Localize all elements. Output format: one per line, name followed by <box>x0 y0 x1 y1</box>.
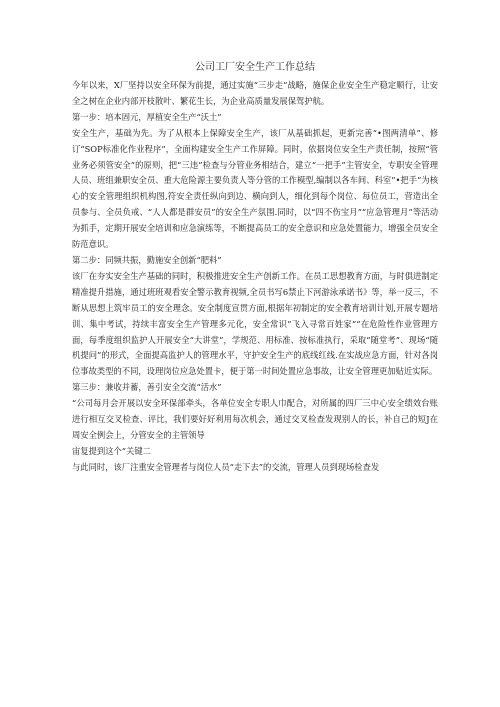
continuation-line: 宙复提到这个“关键二 <box>72 445 151 456</box>
intro-paragraph: 今年以来，X厂坚持以安全环保为前提，通过实施“三步走”战略，施保企业安全生产稳定顺行，让安全之树在企业内部开枝散叶、繁花生长，为企业高质量发展保驾护航。 <box>72 80 438 106</box>
step-two-paragraph: 该厂在夯实安全生产基础的同时，积极推进安全生产创新工作。在员工思想教育方面，与时俱进制定精准提升措施，通过班班观看安全警示教育视频,全员书写6禁止下河游泳承诺书》等，举一反三，不断从思想上筑牢员工的安全理念。安全制度宣贯方面,根据年初制定的安全教育培训计划,开展专题培训、集中考试，持续丰富安全生产管理多元化，安全常识”飞入寻常百姓家”“在危险性作业管理方面，每季度组织监护人开展安全“大讲堂”，学规范、用标准、按标准执行，采取“随堂考”、现场“随机提问”的形式，全面提高监护人的管理水平，守护安全生产的底线红线.在实战应急方面，针对各岗位事故类型的不同，设理岗位应急处置卡，便于第一时间处置应急事故，让安全管理更加贴近实际。 <box>72 270 438 377</box>
document-page <box>72 60 438 700</box>
step-one-heading: 第一步：培本固元，厚植安全生产“沃土” <box>72 111 222 122</box>
step-three-paragraph: “公司每月会开展以安全环保部牵头，各单位安全专职人巾配合，对所属的四厂三中心安全绩效台账进行相互交叉检查、评比，我们要好好利用每次机会，通过交叉检查发现别人的长，补自己的短J在周安全例会上，分管安全的主管领导 <box>72 398 438 440</box>
final-paragraph: 与此同时，该厂注重安全管理者与岗位人员“走下去”的交流，管理人员到现场检查发 <box>72 461 380 472</box>
step-three-heading: 第三步：兼收并蓄，善引安全交流“活水” <box>72 382 222 393</box>
step-one-paragraph: 安全生产，基础为先。为了从根本上保障安全生产，该厂从基础抓起，更新完善“•图两清单”、修订“SOP标准化作业程序”，全面构建安全生产工作屏障。同时，依据岗位安全生产责任制，按照“管业务必须管安全”的原则，把“三违”检查与分管业务相结合，建立“一把手”主管安全，专职安全管理人员、班组兼职安全员、重大危险源主要负责人等分管的工作模型,编制以各车间、科室”•把手”为核心的安全管理组织机构图,符安全责任纵向到边、横向到人，细化到每个岗位、每位员工，营造出全员参与、全员负戒、“人人都是群安员”的安全生产氛围.同时，以“四不伤宝月”“应急管理月”等活动为抓手，定期开展安全培训和应急演练等，不断提高员工的安全意识和应急处置能力，增强全员安全防范意识。 <box>72 127 438 250</box>
document-title: 公司工厂安全生产工作总结 <box>195 62 315 73</box>
step-two-heading: 第二步：同频共振，勤施安全创新“肥料” <box>72 254 222 265</box>
